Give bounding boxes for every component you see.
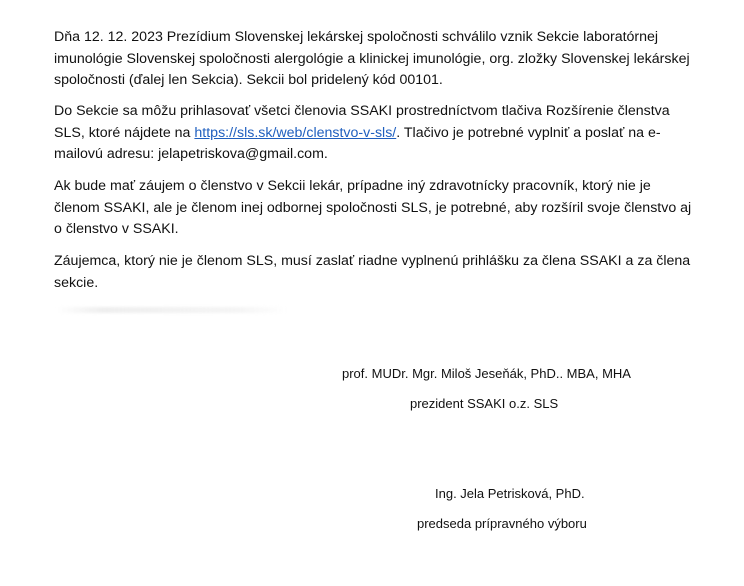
signature-president-title: prezident SSAKI o.z. SLS bbox=[410, 396, 559, 411]
faint-scan-artifact bbox=[56, 307, 286, 313]
paragraph-section-founding: Dňa 12. 12. 2023 Prezídium Slovenskej lekárskej spoločnosti schválilo vznik Sekcie laboratórnej imunológie Slovenskej spoločnosti alergológie a klinickej imunológie, org. zložky Slovenskej lekárskej spoločnosti (ďalej len Sekcia). Sekcii bol pridelený kód 00101. bbox=[54, 29, 690, 88]
signature-chair-name: Ing. Jela Petrisková, PhD. bbox=[435, 486, 585, 501]
paragraph-text-before-link: Do Sekcie sa môžu prihlasovať všetci členovia SSAKI prostredníctvom tlačiva Rozšírenie členstva SLS, ktoré nájdete na bbox=[54, 103, 670, 141]
paragraph-text-after-link: . Tlačivo je potrebné vyplniť a poslať na e-mailovú adresu: jelapetriskova@gmail.com. bbox=[54, 124, 661, 162]
paragraph-non-members: Záujemca, ktorý nie je členom SLS, musí zaslať riadne vyplnenú prihlášku za člena SSAKI a za člena sekcie. bbox=[54, 253, 691, 291]
signature-president-name: prof. MUDr. Mgr. Miloš Jeseňák, PhD.. MBA, MHA bbox=[342, 366, 631, 381]
signature-chair-title: predseda prípravného výboru bbox=[417, 516, 587, 531]
membership-form-link[interactable]: https://sls.sk/web/clenstvo-v-sls/ bbox=[194, 124, 397, 141]
paragraph-other-members: Ak bude mať záujem o členstvo v Sekcii lekár, prípadne iný zdravotnícky pracovník, ktorý nie je členom SSAKI, ale je členom inej odbornej spoločnosti SLS, je potrebné, aby rozšíril svoje členstvo aj o členstvo v SSAKI. bbox=[54, 178, 692, 237]
paragraph-membership-application bbox=[54, 101, 694, 166]
